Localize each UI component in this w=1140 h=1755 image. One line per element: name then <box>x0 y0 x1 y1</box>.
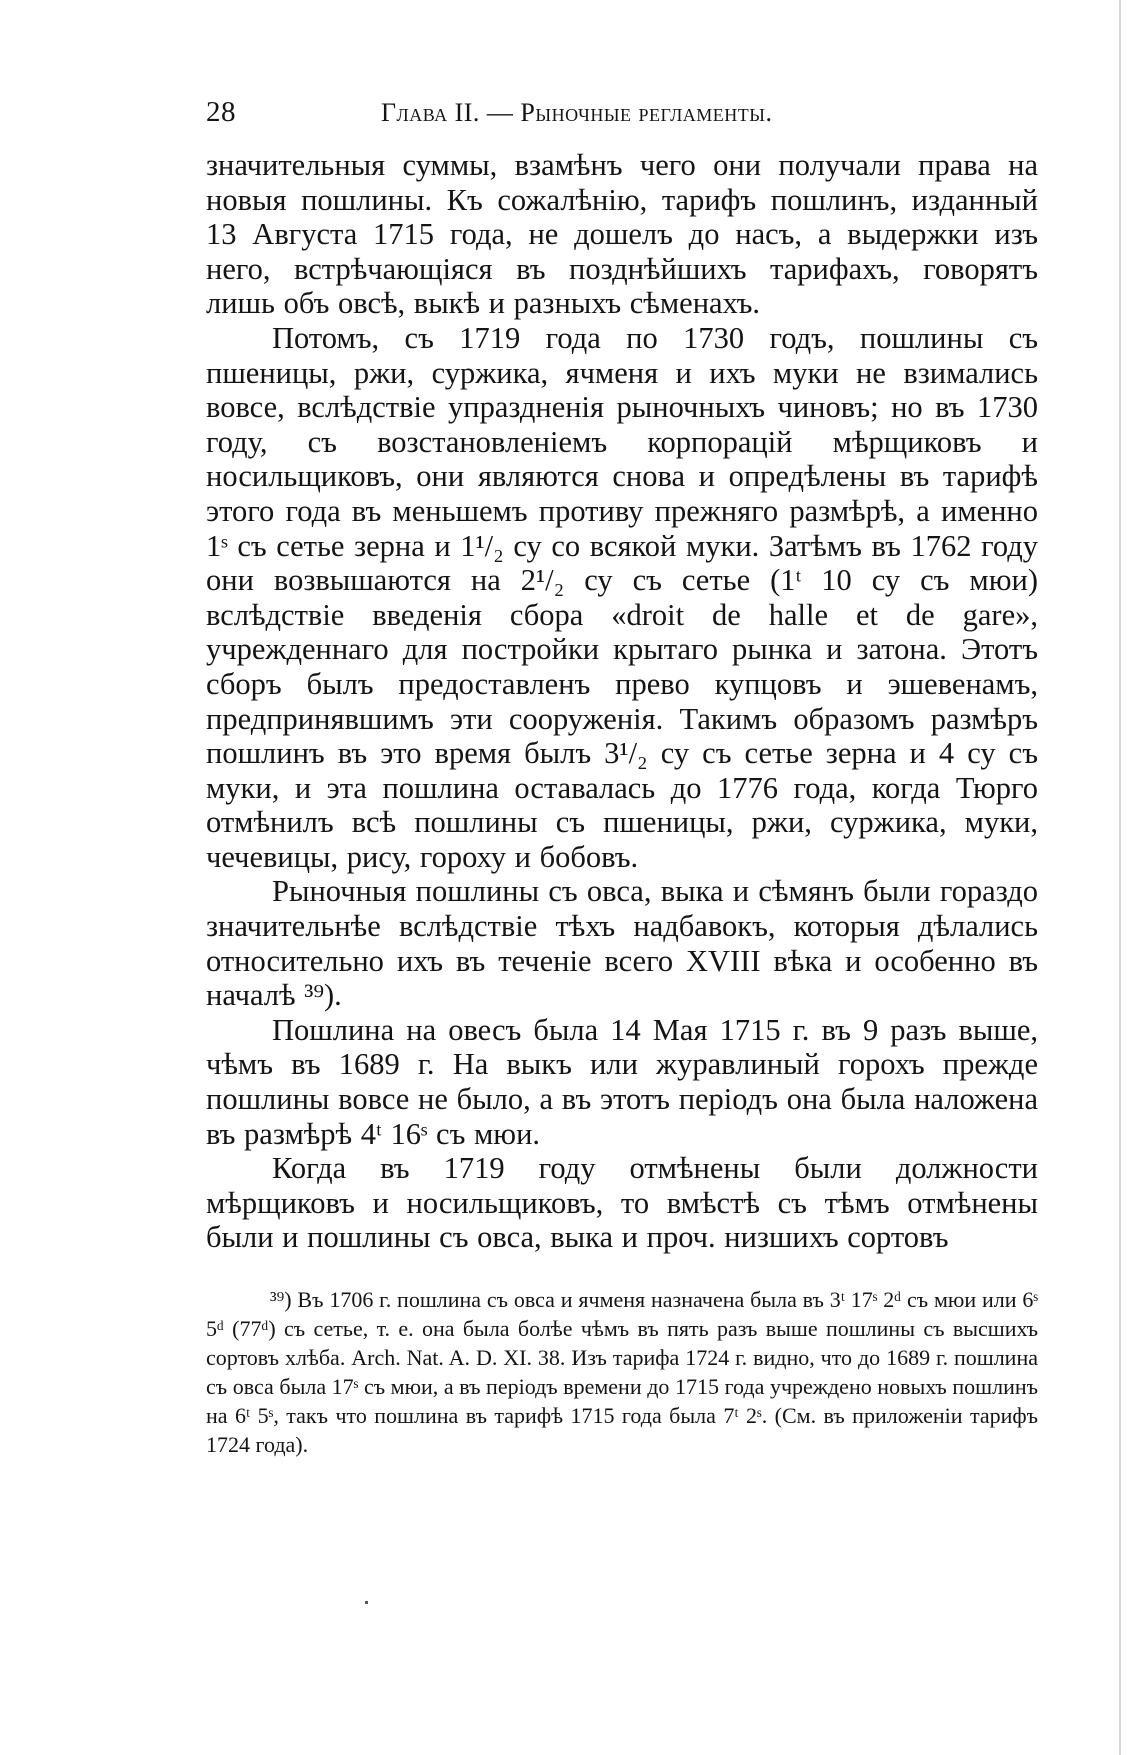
stray-mark <box>365 1601 368 1604</box>
page-number: 28 <box>206 96 236 128</box>
page-edge-line <box>1119 0 1121 1755</box>
running-title: Глава II. — Рыночные регламенты. <box>381 98 773 127</box>
paragraph-4: Пошлина на овесъ была 14 Мая 1715 г. въ 9 разъ выше, чѣмъ въ 1689 г. На выкъ или журавлиный горохъ прежде пошлины вовсе не было, а въ этотъ періодъ она была наложена въ размѣрѣ 4ᵗ 16ˢ съ мюи. <box>206 1012 1038 1151</box>
book-page <box>206 96 1038 1459</box>
page-header <box>206 96 1038 148</box>
body-text <box>206 148 1038 1255</box>
paragraph-5: Когда въ 1719 году отмѣнены были должности мѣрщиковъ и носильщиковъ, то вмѣстѣ съ тѣмъ отмѣнены были и пошлины съ овса, выка и проч. низшихъ сортовъ <box>206 1151 1038 1255</box>
paragraph-1: значительныя суммы, взамѣнъ чего они получали права на новыя пошлины. Къ сожалѣнію, тарифъ пошлинъ, изданный 13 Августа 1715 года, не дошелъ до насъ, а выдержки изъ него, встрѣчающіяся въ позднѣйшихъ тарифахъ, говорятъ лишь объ овсѣ, выкѣ и разныхъ сѣменахъ. <box>206 148 1038 321</box>
footnotes <box>206 1285 1038 1459</box>
footnote-39: ³⁹) Въ 1706 г. пошлина съ овса и ячменя назначена была въ 3ᵗ 17ˢ 2ᵈ съ мюи или 6ˢ 5ᵈ (77ᵈ) съ сетье, т. е. она была болѣе чѣмъ въ пять разъ выше пошлины съ высшихъ сортовъ хлѣба. Arch. Nat. A. D. XI. 38. Изъ тарифа 1724 г. видно, что до 1689 г. пошлина съ овса была 17ˢ съ мюи, а въ періодъ времени до 1715 года учреждено новыхъ пошлинъ на 6ᵗ 5ˢ, такъ что пошлина въ тарифѣ 1715 года была 7ᵗ 2ˢ. (См. въ приложеніи тарифъ 1724 года). <box>206 1287 1038 1457</box>
paragraph-2: Потомъ, съ 1719 года по 1730 годъ, пошлины съ пшеницы, ржи, суржика, ячменя и ихъ муки не взимались вовсе, вслѣдствіе упраздненія рыночныхъ чиновъ; но въ 1730 году, съ возстановленіемъ корпорацій мѣрщиковъ и носильщиковъ, они являются снова и опредѣлены въ тарифѣ этого года въ меньшемъ противу прежняго размѣрѣ, а именно 1ˢ съ сетье зерна и 1¹/₂ су со всякой муки. Затѣмъ въ 1762 году они возвышаются на 2¹/₂ су съ сетье (1ᵗ 10 су съ мюи) вслѣдствіе введенія сбора «droit de halle et de gare», учрежденнаго для постройки крытаго рынка и затона. Этотъ сборъ былъ предоставленъ прево купцовъ и эшевенамъ, предпринявшимъ эти сооруженія. Такимъ образомъ размѣръ пошлинъ въ это время былъ 3¹/₂ су съ сетье зерна и 4 су съ муки, и эта пошлина оставалась до 1776 года, когда Тюрго отмѣнилъ всѣ пошлины съ пшеницы, ржи, суржика, муки, чечевицы, рису, гороху и бобовъ. <box>206 320 1038 874</box>
paragraph-3: Рыночныя пошлины съ овса, выка и сѣмянъ были гораздо значительнѣе вслѣдствіе тѣхъ надбавокъ, которыя дѣлались относительно ихъ въ теченіе всего XVIII вѣка и особенно въ началѣ ³⁹). <box>206 874 1038 1013</box>
